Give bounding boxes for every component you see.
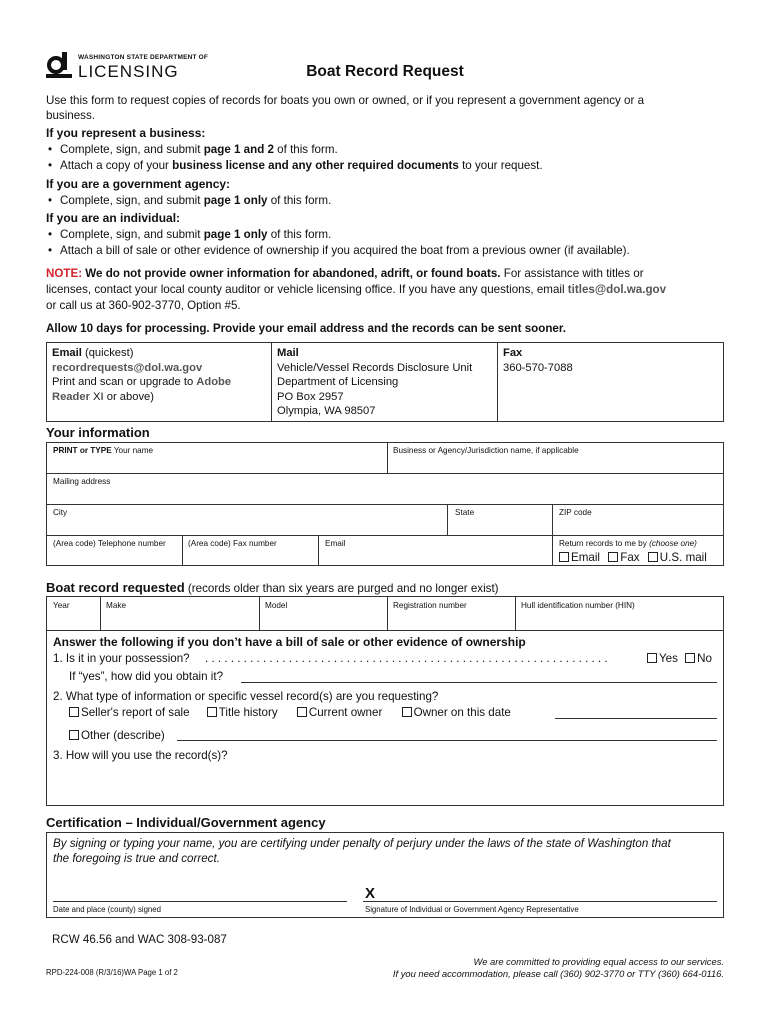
individual-bullet-2: • Attach a bill of sale or other evidence of ownership if you acquired the boat from a previous owner (if available). — [46, 243, 630, 259]
name-field[interactable]: PRINT or TYPE Your name — [53, 446, 154, 455]
intro-line-2: business. — [46, 109, 95, 122]
question-1-followup: If “yes”, how did you obtain it? — [69, 670, 224, 683]
return-method-options: Email Fax U.S. mail — [559, 550, 707, 566]
accommodation-note: We are committed to providing equal access to our services. If you need accommodation, please call (360) 902-3770 or TTY (360) 664-0116. — [392, 956, 724, 979]
question-1-dots: . . . . . . . . . . . . . . . . . . . . . . . . . . . . . . . . . . . . . . . . . . . . . . . . . . . . . . . . . . . . . . . — [205, 652, 608, 665]
date-place-label: Date and place (county) signed — [53, 905, 161, 914]
note-line-1: NOTE: We do not provide owner information for abandoned, adrift, or found boats. For assistance with titles or — [46, 267, 644, 280]
contact-email-block: Email (quickest) recordrequests@dol.wa.gov Print and scan or upgrade to Adobe Reader XI or above) — [52, 347, 232, 403]
model-field[interactable]: Model — [265, 601, 288, 610]
year-field[interactable]: Year — [53, 601, 70, 610]
rcw-reference: RCW 46.56 and WAC 308-93-087 — [52, 933, 227, 946]
state-field[interactable]: State — [455, 508, 475, 517]
note-line-2: licenses, contact your local county auditor or vehicle licensing office. If you have any questions, email titles@dol.wa.gov — [46, 283, 667, 296]
return-method-label: Return records to me by (choose one) — [559, 539, 697, 548]
note-line-3: or call us at 360-902-3770, Option #5. — [46, 299, 241, 312]
form-id: RPD-224-008 (R/3/16)WA Page 1 of 2 — [46, 968, 178, 977]
make-field[interactable]: Make — [106, 601, 127, 610]
possession-yes-checkbox[interactable] — [647, 653, 657, 663]
gov-heading: If you are a government agency: — [46, 177, 231, 191]
boat-record-title: Boat record requested (records older than six years are purged and no longer exist) — [46, 580, 499, 595]
date-place-line[interactable] — [53, 901, 347, 902]
ownership-questions-box — [46, 630, 724, 806]
records-email-link[interactable]: recordrequests@dol.wa.gov — [52, 361, 203, 374]
boat-record-table — [46, 596, 724, 631]
hin-field[interactable]: Hull identification number (HIN) — [521, 601, 635, 610]
other-describe-line[interactable] — [177, 740, 717, 741]
contact-box — [46, 342, 724, 422]
logo-agency-line: WASHINGTON STATE DEPARTMENT OF — [78, 54, 209, 61]
certification-box — [46, 832, 724, 918]
return-email-checkbox[interactable] — [559, 552, 569, 562]
return-fax-checkbox[interactable] — [608, 552, 618, 562]
signature-line[interactable] — [363, 901, 717, 902]
question-1: 1. Is it in your possession? — [53, 652, 190, 665]
email-field[interactable]: Email — [325, 539, 346, 548]
question-2-options: Seller's report of sale Title history Current owner Owner on this date — [69, 705, 511, 721]
contact-mail-block: Mail Vehicle/Vessel Records Disclosure Unit Department of Licensing PO Box 2957 Olympia, WA 98507 — [277, 347, 473, 417]
signature-label: Signature of Individual or Government Agency Representative — [365, 905, 579, 914]
certification-title: Certification – Individual/Government agency — [46, 815, 326, 830]
other-checkbox[interactable] — [69, 730, 79, 740]
signature-x-mark: X — [365, 885, 376, 902]
business-heading: If you represent a business: — [46, 126, 206, 140]
phone-field[interactable]: (Area code) Telephone number — [53, 539, 166, 548]
intro-line-1: Use this form to request copies of records for boats you own or owned, or if you represent a government agency or a — [46, 94, 645, 107]
registration-field[interactable]: Registration number — [393, 601, 467, 610]
ownership-heading: Answer the following if you don’t have a bill of sale or other evidence of ownership — [53, 635, 526, 649]
your-info-title: Your information — [46, 425, 150, 440]
business-name-field[interactable]: Business or Agency/Jurisdiction name, if applicable — [393, 446, 579, 455]
contact-fax-block: Fax 360-570-7088 — [503, 347, 573, 374]
question-2: 2. What type of information or specific vessel record(s) are you requesting? — [53, 690, 439, 703]
titles-email-link[interactable]: titles@dol.wa.gov — [567, 283, 667, 296]
logo-licensing: LICENSING — [78, 62, 179, 81]
obtain-line[interactable] — [241, 682, 717, 683]
current-owner-checkbox[interactable] — [297, 707, 307, 717]
business-bullet-1: • Complete, sign, and submit page 1 and 2 of this form. — [46, 142, 338, 158]
individual-heading: If you are an individual: — [46, 211, 181, 225]
your-info-table — [46, 442, 724, 566]
individual-bullet-1: • Complete, sign, and submit page 1 only of this form. — [46, 227, 331, 243]
business-bullet-2: • Attach a copy of your business license and any other required documents to your request. — [46, 158, 543, 174]
page-title: Boat Record Request — [306, 63, 464, 80]
possession-no-checkbox[interactable] — [685, 653, 695, 663]
question-2-other: Other (describe) — [69, 728, 165, 744]
title-history-checkbox[interactable] — [207, 707, 217, 717]
question-1-options: Yes No — [647, 651, 712, 667]
certification-text-1: By signing or typing your name, you are certifying under penalty of perjury under the laws of the state of Washington that — [53, 837, 671, 850]
certification-text-2: the foregoing is true and correct. — [53, 852, 220, 865]
seller-report-checkbox[interactable] — [69, 707, 79, 717]
processing-note: Allow 10 days for processing. Provide your email address and the records can be sent sooner. — [46, 322, 566, 335]
return-mail-checkbox[interactable] — [648, 552, 658, 562]
fax-field[interactable]: (Area code) Fax number — [188, 539, 277, 548]
mailing-address-field[interactable]: Mailing address — [53, 477, 111, 486]
zip-field[interactable]: ZIP code — [559, 508, 592, 517]
city-field[interactable]: City — [53, 508, 68, 517]
gov-bullet-1: • Complete, sign, and submit page 1 only of this form. — [46, 193, 331, 209]
owner-on-date-checkbox[interactable] — [402, 707, 412, 717]
question-3: 3. How will you use the record(s)? — [53, 749, 228, 762]
owner-date-line[interactable] — [555, 718, 717, 719]
